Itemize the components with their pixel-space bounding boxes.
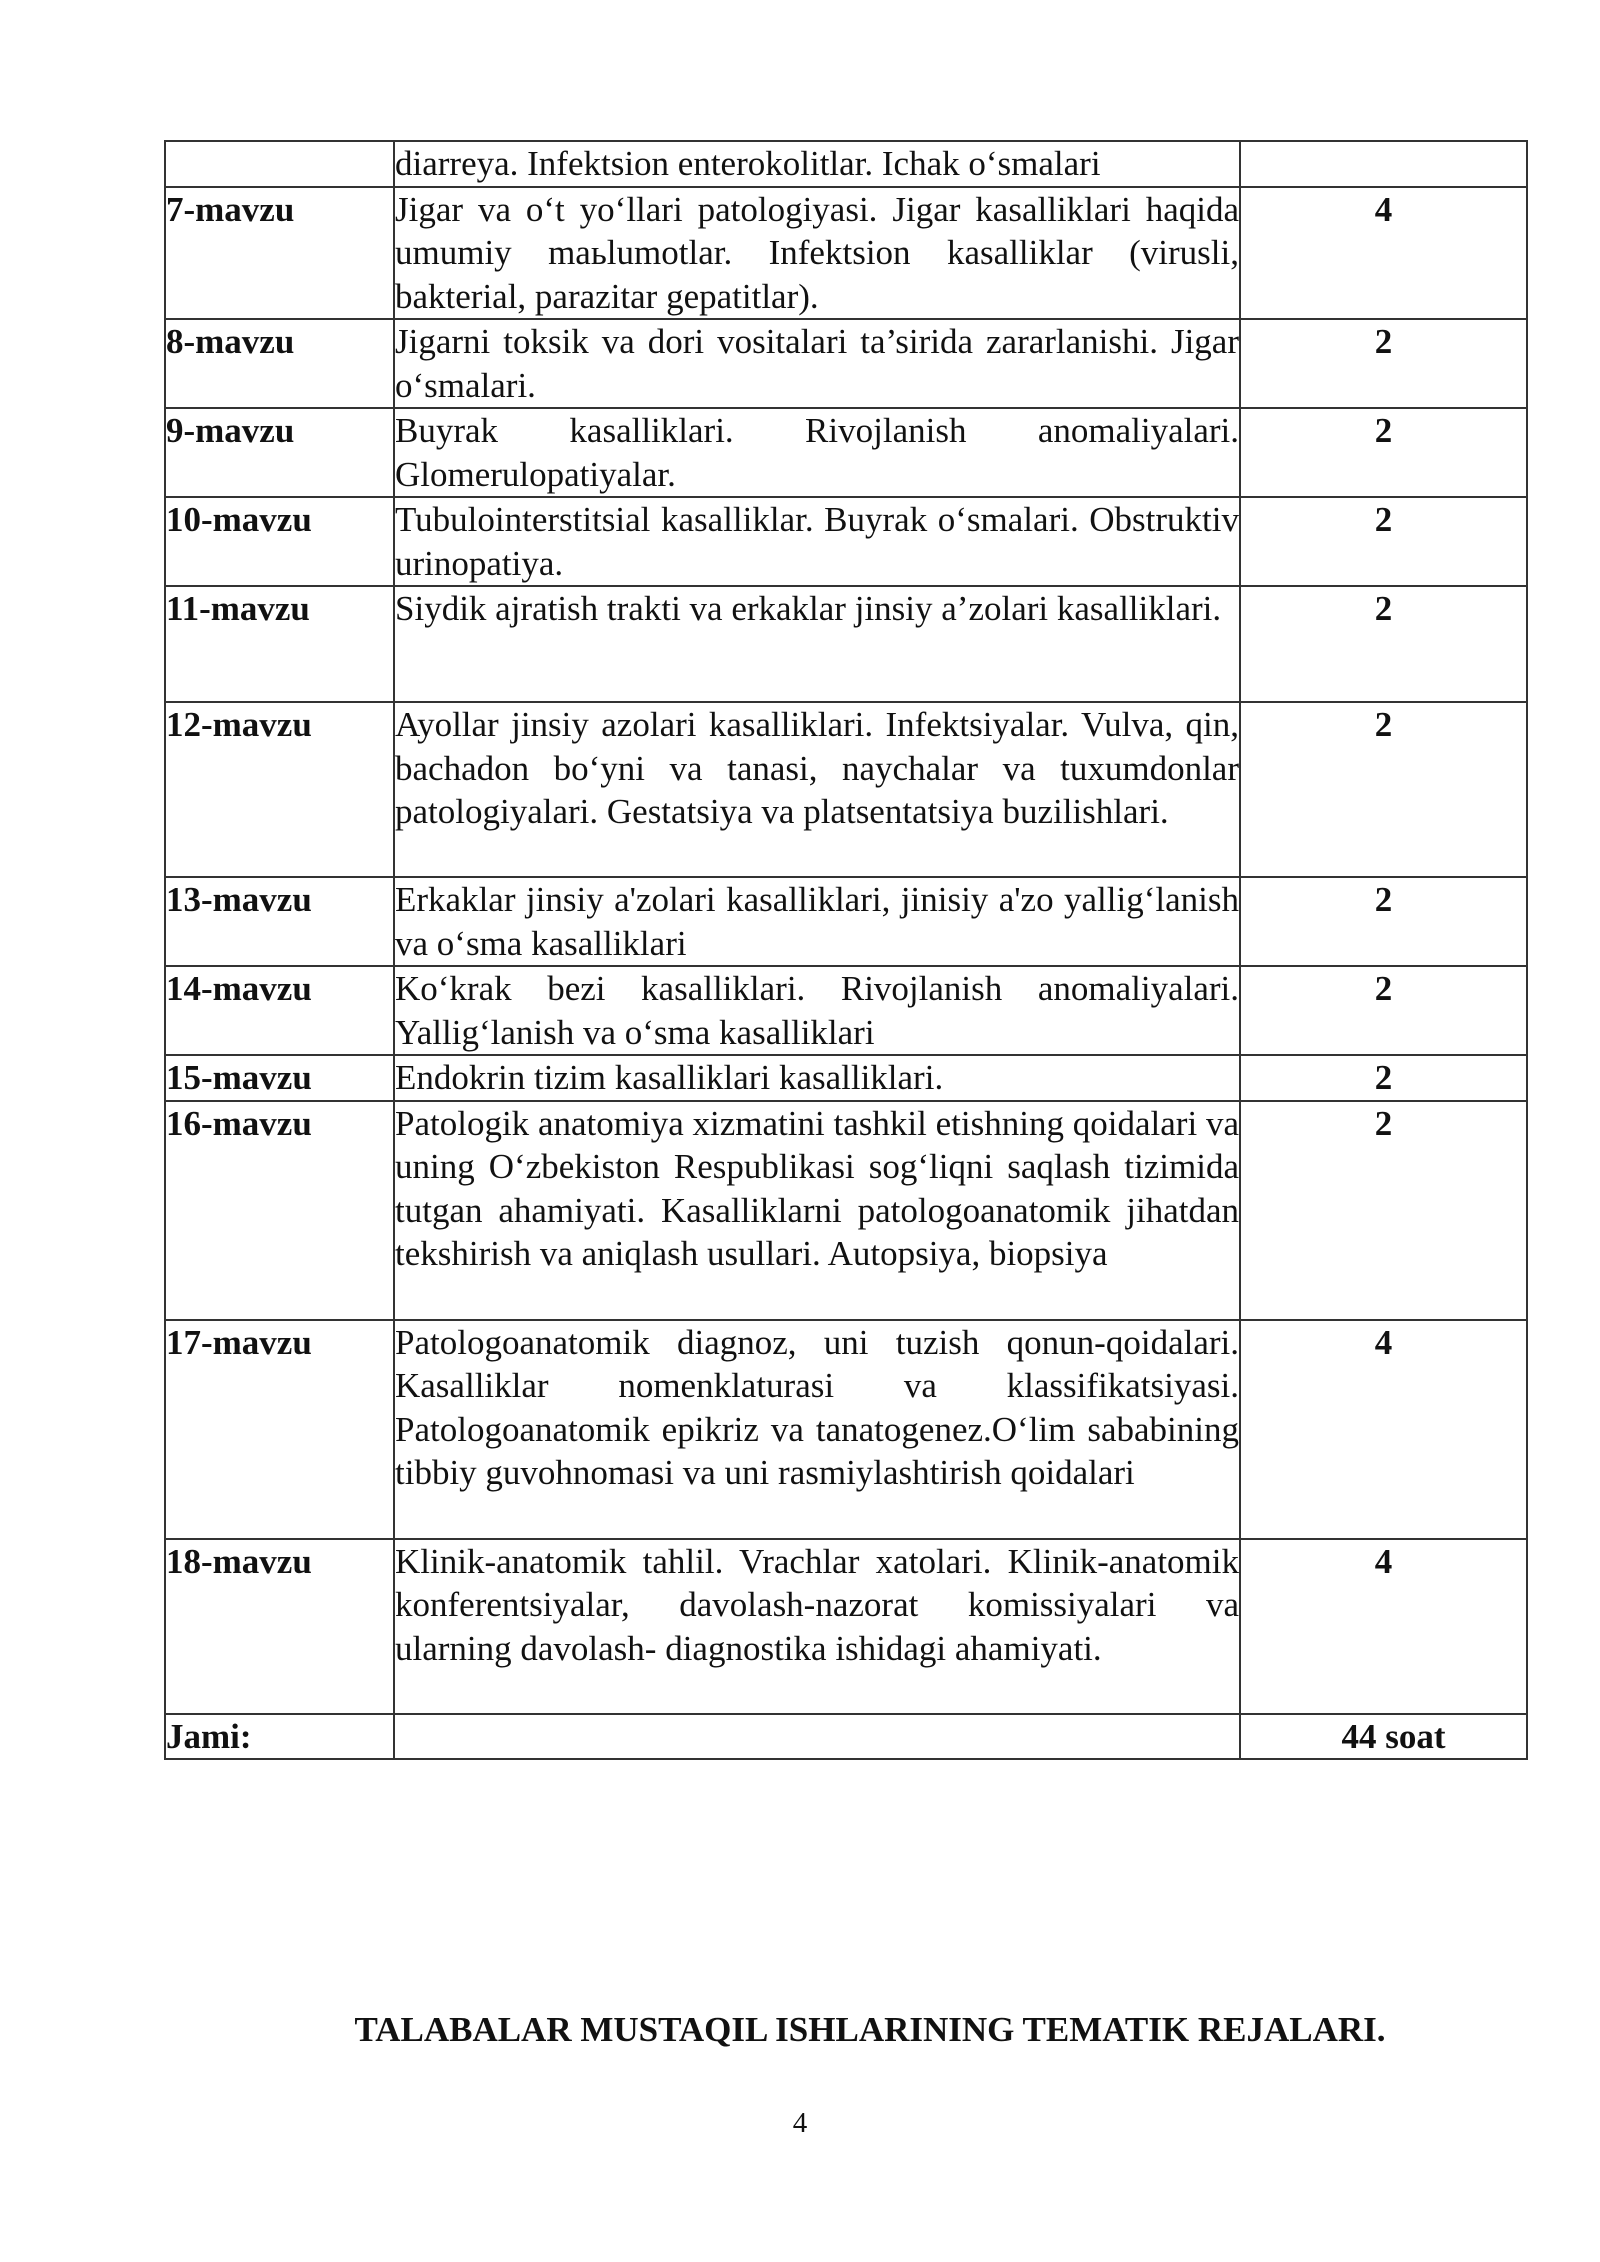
table-row [165,408,1527,497]
table-row [165,141,1527,187]
section-heading: TALABALAR MUSTAQIL ISHLARINING TEMATIK REJALARI. [354,2010,1386,2049]
hours-cell: 2 [1240,966,1527,1055]
hours-cell: 2 [1240,877,1527,966]
table-row [165,586,1527,702]
table-row [165,1101,1527,1320]
hours-cell: 2 [1240,586,1527,702]
table-row [165,702,1527,877]
hours-cell [1240,141,1527,187]
hours-cell: 2 [1240,497,1527,586]
description-cell: diarreya. Infektsion enterokolitlar. Ichak o‘smalari [394,141,1240,187]
total-hours: 44 soat [1240,1714,1527,1759]
thematic-plan-table [164,140,1528,1760]
description-cell: Jigar va o‘t yo‘llari patologiyasi. Jigar kasalliklari haqida umumiy maьlumotlar. Infektsion kasalliklar (virusli, bakterial, parazitar gepatitlar). [394,187,1240,320]
table-row [165,966,1527,1055]
topic-cell: 14-mavzu [165,966,394,1055]
description-cell: Endokrin tizim kasalliklari kasalliklari. [394,1055,1240,1101]
total-label: Jami: [165,1714,394,1759]
table-row [165,1539,1527,1714]
topic-cell: 10-mavzu [165,497,394,586]
total-row [165,1714,1527,1759]
total-description-cell [394,1714,1240,1759]
topic-cell: 7-mavzu [165,187,394,320]
hours-cell: 2 [1240,1055,1527,1101]
hours-cell: 4 [1240,1320,1527,1539]
topic-cell: 15-mavzu [165,1055,394,1101]
topic-cell: 13-mavzu [165,877,394,966]
hours-cell: 2 [1240,1101,1527,1320]
table-row [165,497,1527,586]
topic-cell: 18-mavzu [165,1539,394,1714]
page-number: 4 [792,2107,808,2139]
topic-cell: 17-mavzu [165,1320,394,1539]
topic-cell: 9-mavzu [165,408,394,497]
topic-cell: 8-mavzu [165,319,394,408]
topic-cell [165,141,394,187]
description-cell: Patologoanatomik diagnoz, uni tuzish qonun-qoidalari. Kasalliklar nomenklaturasi va klassifikatsiyasi. Patologoanatomik epikriz va tanatogenez.O‘lim sababining tibbiy guvohnomasi va uni rasmiylashtirish qoidalari [394,1320,1240,1539]
hours-cell: 2 [1240,319,1527,408]
topic-cell: 12-mavzu [165,702,394,877]
table-row [165,877,1527,966]
description-cell: Buyrak kasalliklari. Rivojlanish anomaliyalari. Glomerulopatiyalar. [394,408,1240,497]
description-cell: Tubulointerstitsial kasalliklar. Buyrak o‘smalari. Obstruktiv urinopatiya. [394,497,1240,586]
description-cell: Siydik ajratish trakti va erkaklar jinsiy a’zolari kasalliklari. [394,586,1240,702]
table-row [165,187,1527,320]
hours-cell: 4 [1240,187,1527,320]
topic-cell: 11-mavzu [165,586,394,702]
hours-cell: 4 [1240,1539,1527,1714]
description-cell: Jigarni toksik va dori vositalari ta’sirida zararlanishi. Jigar o‘smalari. [394,319,1240,408]
description-cell: Erkaklar jinsiy a'zolari kasalliklari, jinisiy a'zo yallig‘lanish va o‘sma kasalliklari [394,877,1240,966]
description-cell: Ayollar jinsiy azolari kasalliklari. Infektsiyalar. Vulva, qin, bachadon bo‘yni va tanasi, naychalar va tuxumdonlar patologiyalari. Gestatsiya va platsentatsiya buzilishlari. [394,702,1240,877]
table-row [165,1320,1527,1539]
table-row [165,319,1527,408]
topic-cell: 16-mavzu [165,1101,394,1320]
hours-cell: 2 [1240,408,1527,497]
table-row [165,1055,1527,1101]
description-cell: Patologik anatomiya xizmatini tashkil etishning qoidalari va uning O‘zbekiston Respublikasi sog‘liqni saqlash tizimida tutgan ahamiyati. Kasalliklarni patologoanatomik jihatdan tekshirish va aniqlash usullari. Autopsiya, biopsiya [394,1101,1240,1320]
hours-cell: 2 [1240,702,1527,877]
description-cell: Klinik-anatomik tahlil. Vrachlar xatolari. Klinik-anatomik konferentsiyalar, davolash-nazorat komissiyalari va ularning davolash- diagnostika ishidagi ahamiyati. [394,1539,1240,1714]
description-cell: Ko‘krak bezi kasalliklari. Rivojlanish anomaliyalari. Yallig‘lanish va o‘sma kasalliklari [394,966,1240,1055]
